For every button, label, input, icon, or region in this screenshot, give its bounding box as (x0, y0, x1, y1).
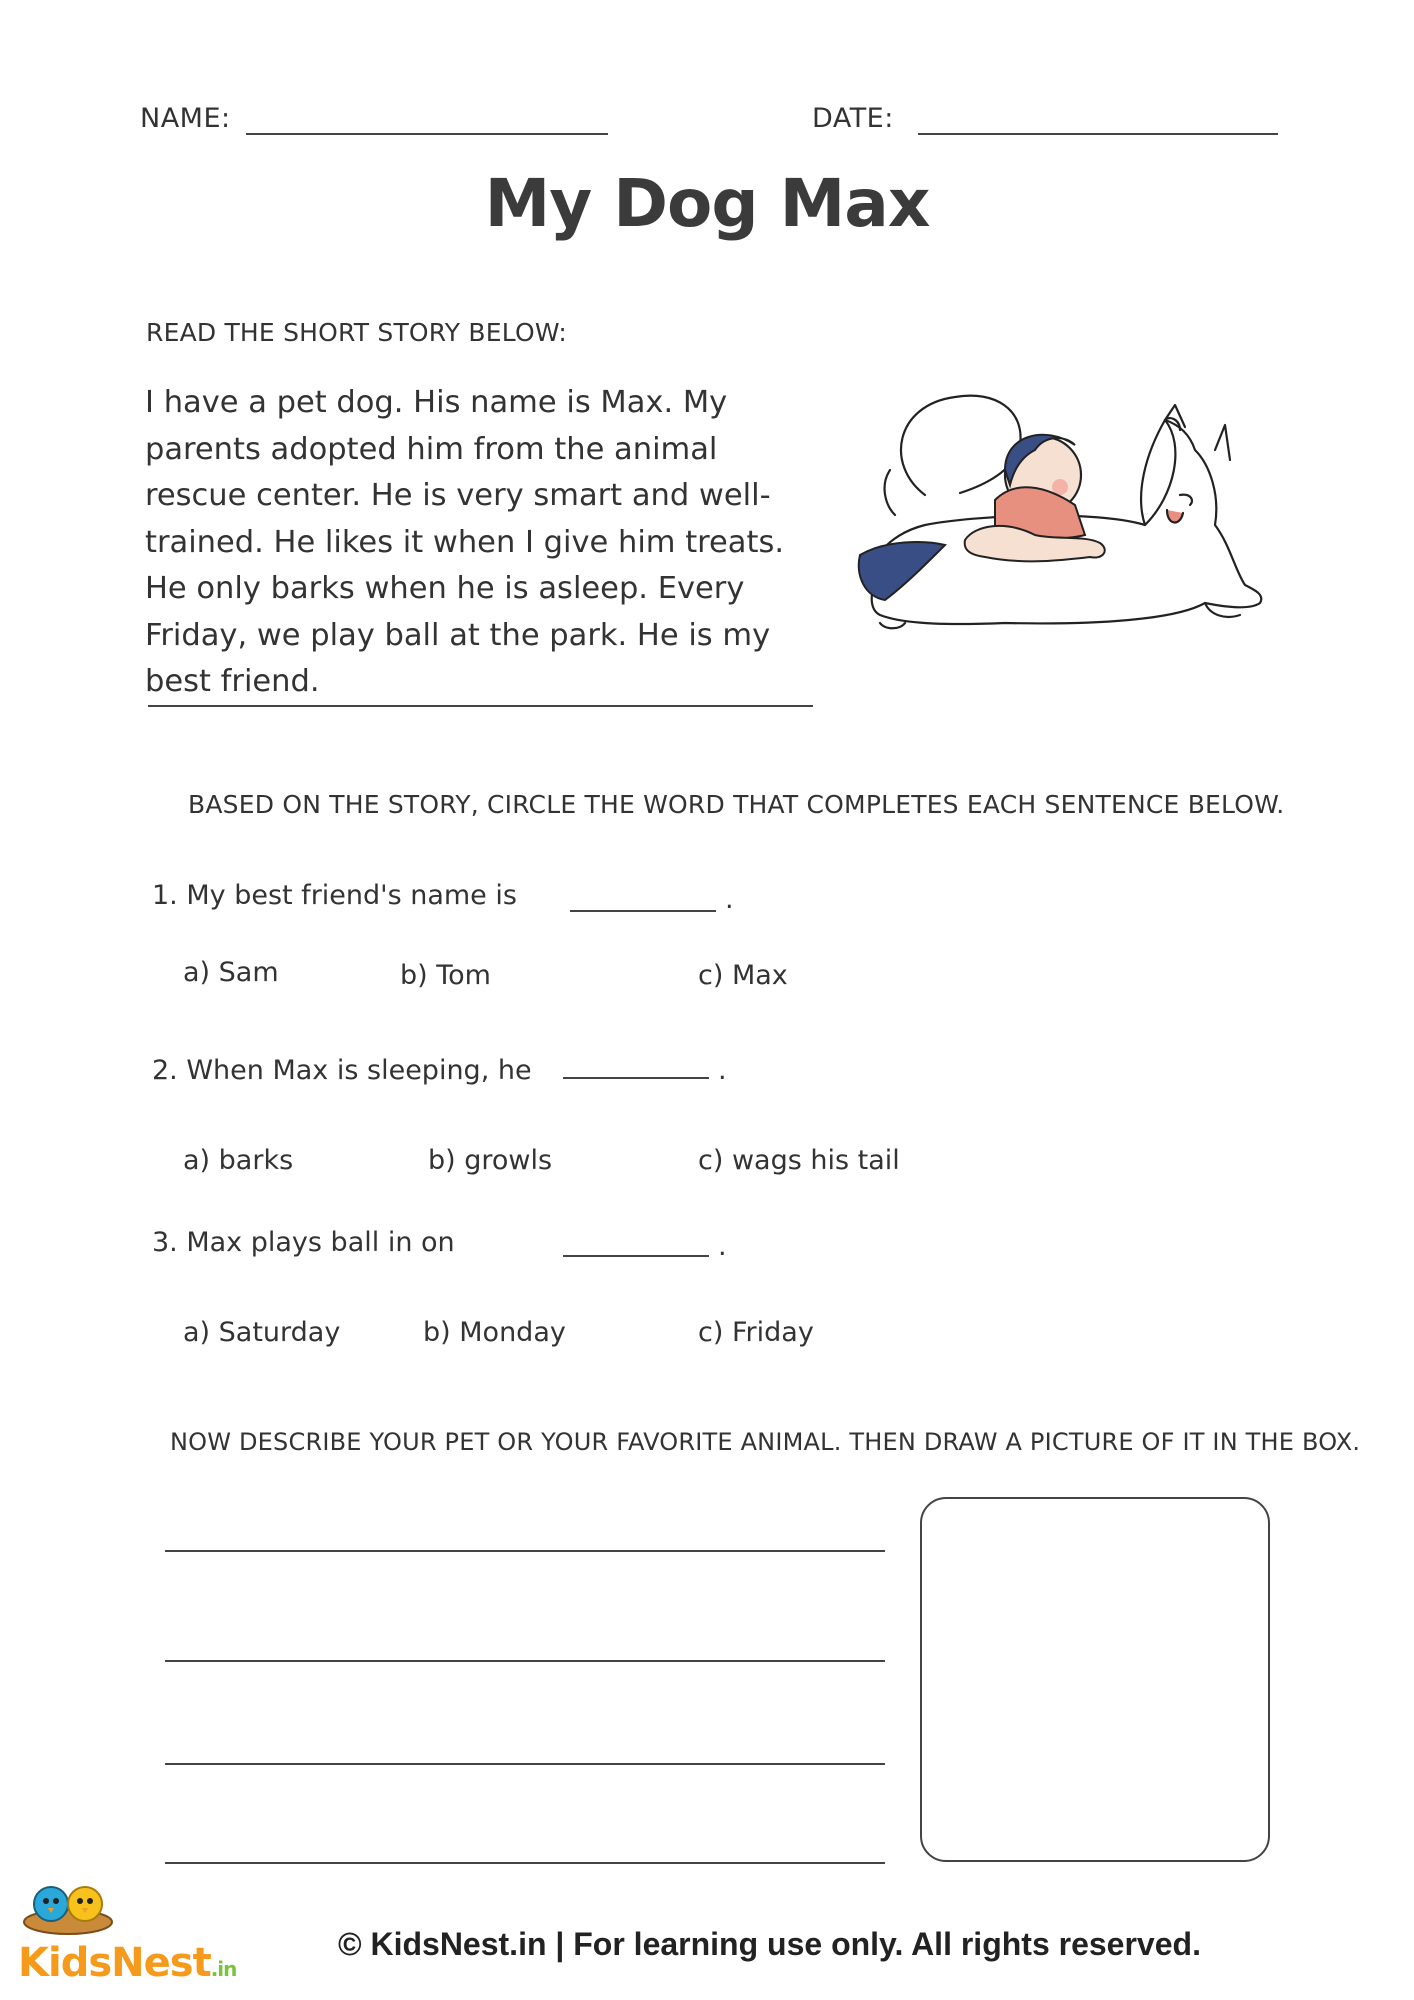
name-line[interactable] (246, 133, 608, 135)
question-3: 3. Max plays ball in on (152, 1227, 455, 1258)
date-label: DATE: (812, 103, 894, 134)
writing-line-3[interactable] (165, 1763, 885, 1765)
question-1-end: . (725, 884, 734, 915)
question-2-option-b[interactable]: b) growls (428, 1145, 553, 1176)
question-2-option-a[interactable]: a) barks (183, 1145, 294, 1176)
question-1-option-a[interactable]: a) Sam (183, 957, 279, 988)
question-3-option-a[interactable]: a) Saturday (183, 1317, 341, 1348)
logo-main-text: KidsNest (18, 1940, 211, 1986)
question-3-blank[interactable] (563, 1255, 709, 1257)
footer-copyright: © KidsNest.in | For learning use only. All rights reserved. (338, 1926, 1201, 1962)
question-1-blank[interactable] (570, 910, 716, 912)
story-underline (148, 705, 813, 707)
writing-line-1[interactable] (165, 1550, 885, 1552)
name-label: NAME: (140, 103, 231, 134)
question-2: 2. When Max is sleeping, he (152, 1055, 532, 1086)
kidsnest-logo (18, 1940, 236, 1986)
drawing-box[interactable] (920, 1497, 1270, 1862)
question-3-end: . (718, 1231, 727, 1262)
date-line[interactable] (918, 133, 1278, 135)
question-2-blank[interactable] (563, 1077, 709, 1079)
logo-suffix-text: .in (210, 1957, 237, 1981)
question-1-option-b[interactable]: b) Tom (400, 960, 491, 991)
kidsnest-birds-logo-icon (18, 1876, 118, 1936)
story-instruction: READ THE SHORT STORY BELOW: (146, 318, 567, 347)
question-2-end: . (718, 1055, 727, 1086)
quiz-instruction: BASED ON THE STORY, CIRCLE THE WORD THAT COMPLETES EACH SENTENCE BELOW. (188, 790, 1285, 819)
writing-line-2[interactable] (165, 1660, 885, 1662)
question-3-option-c[interactable]: c) Friday (698, 1317, 814, 1348)
story-text: I have a pet dog. His name is Max. My parents adopted him from the animal rescue center. He is very smart and well-trained. He likes it when I give him treats. He only barks when he is asleep. Every Friday, we play ball at the park. He is my best friend. (145, 385, 785, 699)
page-title: My Dog Max (484, 165, 930, 242)
question-2-option-c[interactable]: c) wags his tail (698, 1145, 900, 1176)
writing-line-4[interactable] (165, 1862, 885, 1864)
question-3-option-b[interactable]: b) Monday (423, 1317, 566, 1348)
boy-hugging-dog-illustration (845, 375, 1275, 645)
question-1-option-c[interactable]: c) Max (698, 960, 788, 991)
describe-instruction: NOW DESCRIBE YOUR PET OR YOUR FAVORITE ANIMAL. THEN DRAW A PICTURE OF IT IN THE BOX. (170, 1428, 1361, 1456)
question-1: 1. My best friend's name is (152, 880, 517, 911)
